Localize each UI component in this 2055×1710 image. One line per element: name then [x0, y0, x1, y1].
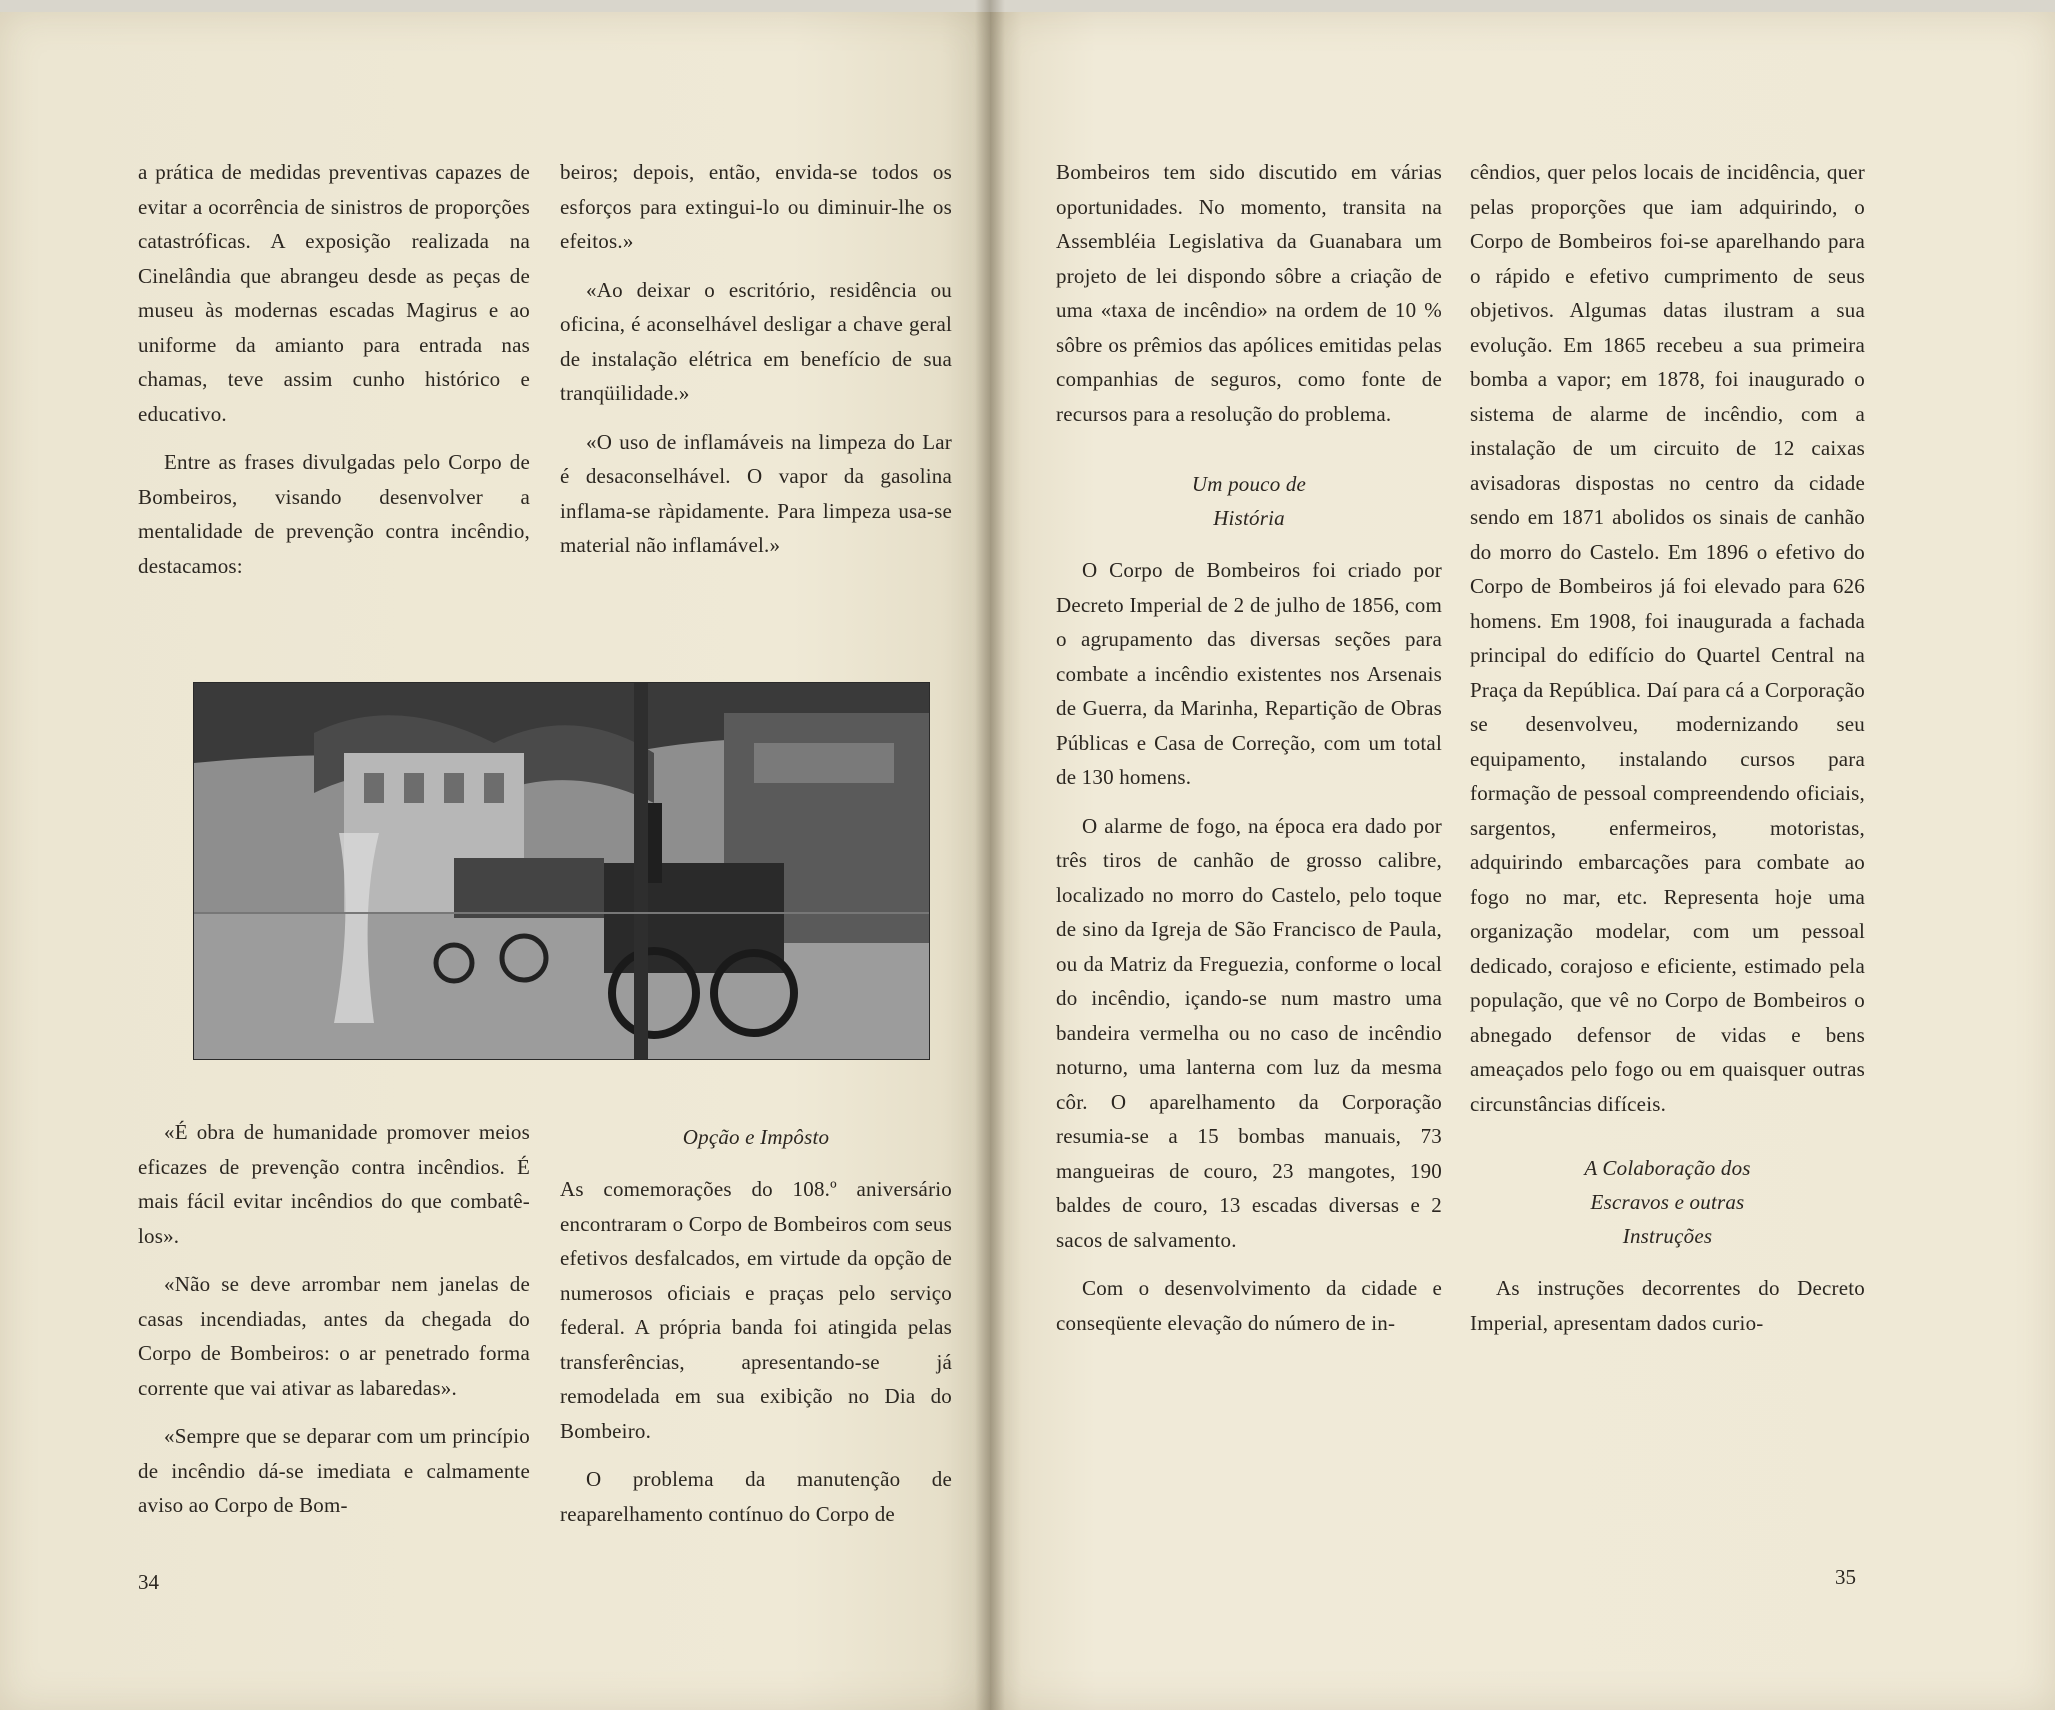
- paragraph: Entre as frases divulgadas pelo Corpo de Bombeiros, visando desenvolver a mentalidade de prevenção contra incêndio, destacamos:: [138, 450, 530, 578]
- paragraph: «O uso de inflamáveis na limpeza do Lar é desaconselhável. O vapor da gasolina inflama-se ràpidamente. Para limpeza usa-se material não inflamável.»: [560, 429, 952, 557]
- page-number: 35: [1835, 1565, 1856, 1589]
- paragraph: Bombeiros tem sido discutido em várias oportunidades. No momento, transita na Assembléia Legislativa da Guanabara um projeto de lei dispondo sôbre a criação de uma «taxa de incêndio» na ordem de 10 % sôbre os prêmios das apólices emitidas pelas companhias de seguros, como fonte de recursos para a resolução do problema.: [1056, 160, 1442, 426]
- paragraph: O alarme de fogo, na época era dado por três tiros de canhão de grosso calibre, localizado no morro do Castelo, pelo toque de sino da Igreja de São Francisco de Paula, ou da Matriz da Freguezia, conforme o local do incêndio, içando-se num mastro uma bandeira vermelha ou no caso de incêndio noturno, uma lanterna com luz da mesma côr. O aparelhamento da Corporação resumia-se a 15 bombas manuais, 73 mangueiras de couro, 23 mangotes, 190 baldes de couro, 13 escadas diversas e 2 sacos de salvamento.: [1056, 813, 1442, 1252]
- paragraph: O problema da manutenção de reaparelhamento contínuo do Corpo de: [560, 1467, 952, 1526]
- paragraph: O Corpo de Bombeiros foi criado por Decreto Imperial de 2 de julho de 1856, com o agrupamento das diversas seções para combate a incêndio existentes nos Arsenais de Guerra, da Marinha, Repartição de Obras Públicas e Casa de Correção, com um total de 130 homens.: [1056, 558, 1442, 789]
- heading-line: Escravos e outras: [1590, 1190, 1745, 1214]
- left-col2-top: [560, 155, 952, 577]
- paragraph: «Sempre que se deparar com um princípio de incêndio dá-se imediata e calmamente aviso ao Corpo de Bom-: [138, 1424, 530, 1517]
- paragraph: As comemorações do 108.º aniversário encontraram o Corpo de Bombeiros com seus efetivos desfalcados, em virtude da opção de numerosos oficiais e praças pelo serviço federal. A própria banda foi atingida pelas transferências, apresentando-se já remodelada em sua exibição no Dia do Bombeiro.: [560, 1177, 952, 1443]
- paragraph: Com o desenvolvimento da cidade e conseqüente elevação do número de in-: [1056, 1276, 1442, 1335]
- section-heading: [1470, 1151, 1865, 1253]
- section-heading: Opção e Impôsto: [682, 1125, 830, 1149]
- book-gutter: [975, 0, 1005, 1710]
- paragraph: beiros; depois, então, envida-se todos os esforços para extingui-lo ou diminuir-lhe os efeitos.»: [560, 160, 952, 253]
- paragraph: «É obra de humanidade promover meios eficazes de prevenção contra incêndios. É mais fácil evitar incêndios do que combatê-los».: [138, 1120, 530, 1248]
- paragraph: cêndios, quer pelos locais de incidência, quer pelas proporções que iam adquirindo, o Corpo de Bombeiros foi-se aparelhando para o rápido e efetivo cumprimento de seus objetivos. Algumas datas ilustram a sua evolução. Em 1865 recebeu a sua primeira bomba a vapor; em 1878, foi inaugurado o sistema de alarme de incêndio, com a instalação de um circuito de 12 caixas avisadoras dispostas no centro da cidade sendo em 1871 abolidos os sinais de canhão do morro do Castelo. Em 1896 o efetivo do Corpo de Bombeiros já foi elevado para 626 homens. Em 1908, foi inaugurada a fachada principal do edifício do Quartel Central na Praça da República. Daí para cá a Corporação se desenvolveu, modernizando seu equipamento, instalando cursos para formação de pessoal compreendendo oficiais, sargentos, enfermeiros, motoristas, adquirindo embarcações para combate ao fogo no mar, etc. Representa hoje uma organização modelar, com um pessoal dedicado, corajoso e eficiente, estimado pela população, que vê no Corpo de Bombeiros o abnegado defensor de vidas e bens ameaçados pelo fogo ou em quaisquer outras circunstâncias difíceis.: [1470, 160, 1865, 1116]
- heading-line: Um pouco de: [1191, 472, 1307, 496]
- heading-line: A Colaboração dos: [1584, 1156, 1751, 1180]
- section-heading: [1056, 467, 1442, 535]
- paragraph: a prática de medidas preventivas capazes de evitar a ocorrência de sinistros de proporções catastróficas. A exposição realizada na Cinelândia que abrangeu desde as peças de museu às modernas escadas Magirus e ao uniforme da amianto para entrada nas chamas, teve assim cunho histórico e educativo.: [138, 160, 530, 426]
- heading-line: História: [1213, 506, 1285, 530]
- left-col2-bottom: [560, 1115, 952, 1545]
- fire-engine-photo: [193, 682, 930, 1060]
- paragraph: «Ao deixar o escritório, residência ou oficina, é aconselhável desligar a chave geral de instalação elétrica em benefício de sua tranqüilidade.»: [560, 277, 952, 405]
- right-col2: [1470, 155, 1865, 1354]
- page-number: 34: [138, 1570, 159, 1594]
- heading-line: Instruções: [1622, 1224, 1713, 1248]
- right-col1: [1056, 155, 1442, 1354]
- paragraph: «Não se deve arrombar nem janelas de casas incendiadas, antes da chegada do Corpo de Bombeiros: o ar penetrado forma corrente que vai ativar as labaredas».: [138, 1272, 530, 1400]
- paragraph: As instruções decorrentes do Decreto Imperial, apresentam dados curio-: [1470, 1276, 1865, 1335]
- left-col1-bottom: [138, 1115, 530, 1537]
- left-col1-top: [138, 155, 530, 597]
